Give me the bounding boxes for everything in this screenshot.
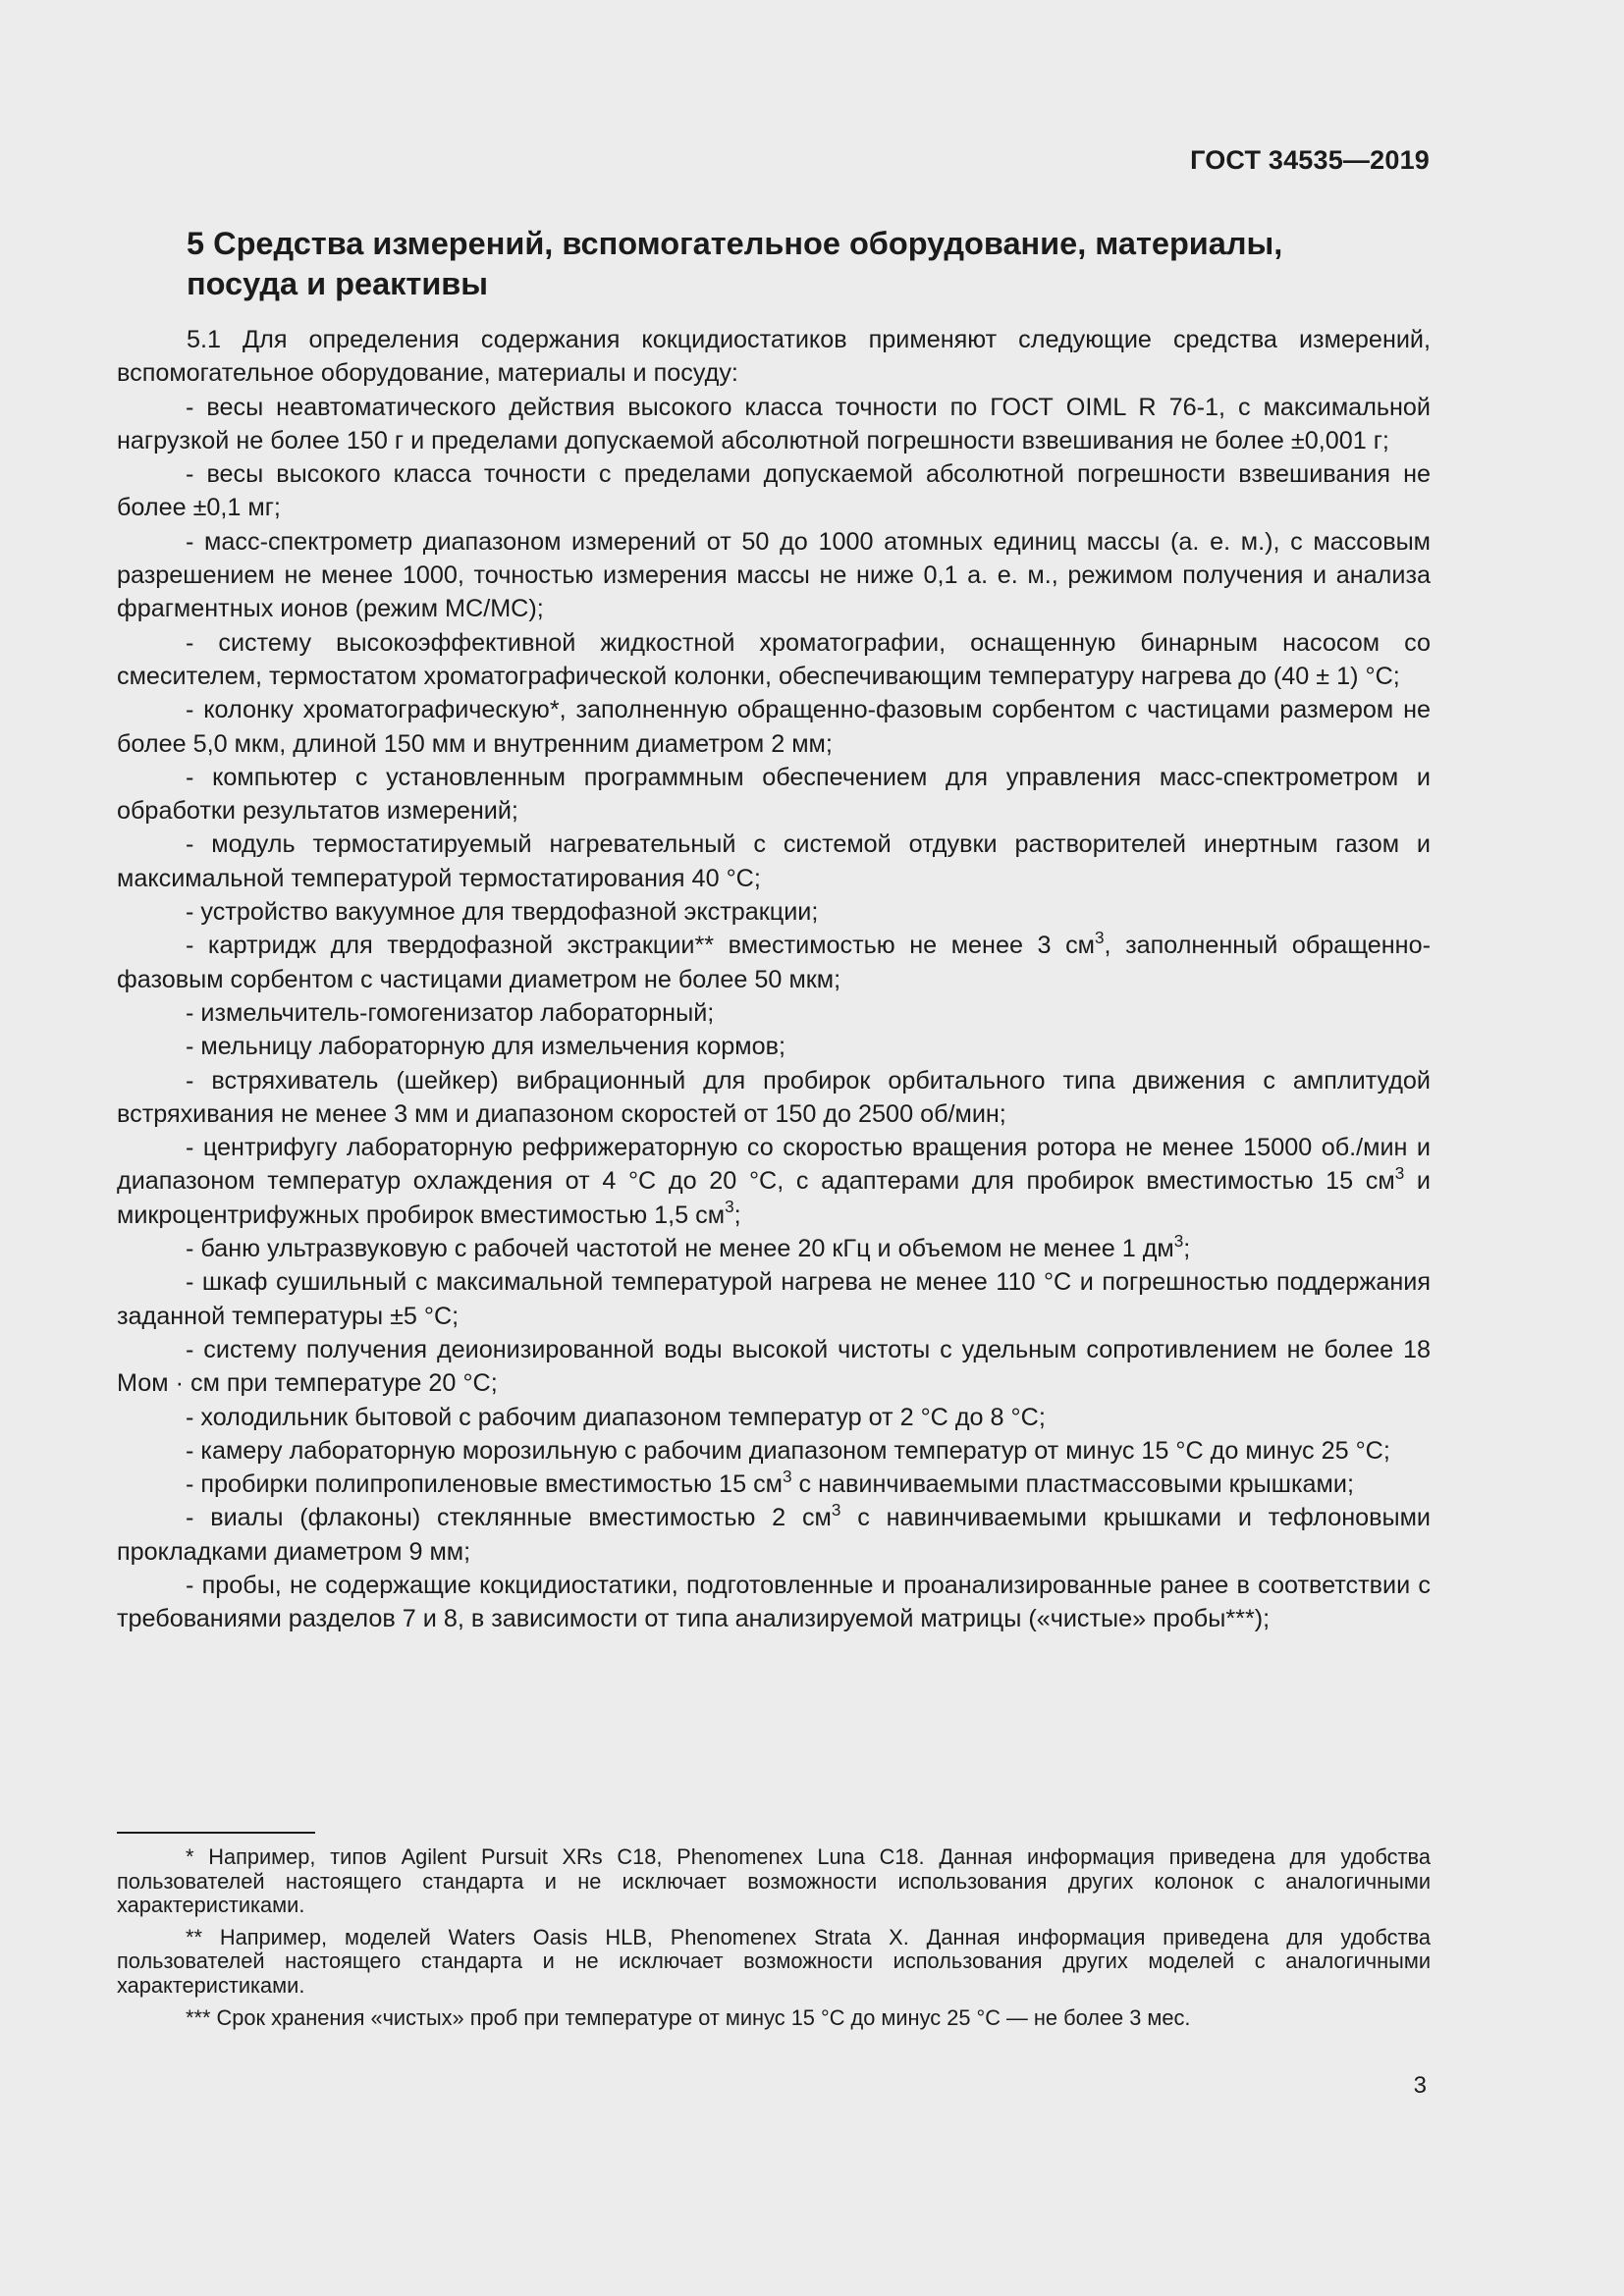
list-item: - весы неавтоматического действия высокого класса точности по ГОСТ OIML R 76-1, с максимальной нагрузкой не более 150 г и пределами допускаемой абсолютной погрешности взвешивания не более ±0,001 г;: [117, 393, 1431, 454]
body-text: [117, 323, 1431, 1636]
list-item: - пробирки полипропиленовые вместимостью 15 $см^3$ с навинчиваемыми пластмассовыми крышками;: [186, 1466, 1354, 1499]
superscript-3: 3: [782, 1466, 792, 1486]
footnote: * Например, типов Agilent Pursuit XRs C18, Phenomenex Luna C18. Данная информация приведена для удобства пользователей настоящего стандарта и не исключает возможности использования других колонок с аналогичными характеристиками.: [117, 1844, 1431, 1918]
section-heading: 5 Средства измерений, вспомогательное оборудование, материалы, посуда и реактивы: [187, 226, 1283, 301]
list-item: - камеру лабораторную морозильную с рабочим диапазоном температур от минус 15 °С до минус 25 °С;: [186, 1436, 1390, 1465]
list-item: - центрифугу лабораторную рефрижераторную со скоростью вращения ротора не менее 15000 об./мин и диапазоном температур охлаждения от 4 °С до 20 °С, с адаптерами для пробирок вместимостью 15 $см^3$ и микроцентрифужных пробирок вместимостью 1,5 $см^3$;: [117, 1134, 1431, 1229]
footnote: ** Например, моделей Waters Oasis HLB, Phenomenex Strata X. Данная информация приведена для удобства пользователей настоящего стандарта и не исключает возможности использования других моделей с аналогичными характеристиками.: [117, 1924, 1431, 1998]
list-item: - измельчитель-гомогенизатор лабораторный;: [186, 998, 715, 1027]
superscript-3: 3: [1394, 1163, 1405, 1184]
list-item: - баню ультразвуковую с рабочей частотой не менее 20 кГц и объемом не менее 1 $дм^3$;: [186, 1230, 1191, 1263]
list-item: - систему получения деионизированной воды высокой чистоты с удельным сопротивлением не более 18 Мом · см при температуре 20 °С;: [117, 1335, 1431, 1398]
list-item: - систему высокоэффективной жидкостной хроматографии, оснащенную бинарным насосом со смесителем, термостатом хроматографической колонки, обеспечивающим температуру нагрева до (40 ± 1) °С;: [117, 628, 1431, 690]
list-item: - модуль термостатируемый нагревательный с системой отдувки растворителей инертным газом и максимальной температурой термостатирования 40 °С;: [117, 830, 1431, 892]
footnote: *** Срок хранения «чистых» проб при температуре от минус 15 °С до минус 25 °С — не более 3 мес.: [186, 2004, 1191, 2030]
superscript-3: 3: [725, 1197, 734, 1217]
superscript-3: 3: [1173, 1230, 1184, 1251]
list-item: - холодильник бытовой с рабочим диапазоном температур от 2 °С до 8 °С;: [186, 1403, 1046, 1431]
list-item: - картридж для твердофазной экстракции** вместимостью не менее 3 $см^3$, заполненный обращенно-фазовым сорбентом с частицами диаметром не более 50 мкм;: [117, 928, 1431, 993]
list-item: - компьютер с установленным программным обеспечением для управления масс-спектрометром и обработки результатов измерений;: [117, 763, 1431, 826]
superscript-3: 3: [831, 1500, 841, 1521]
list-item: - встряхиватель (шейкер) вибрационный для пробирок орбитального типа движения с амплитудой встряхивания не менее 3 мм и диапазоном скоростей от 150 до 2500 об/мин;: [117, 1066, 1431, 1128]
list-item: - колонку хроматографическую*, заполненную обращенно-фазовым сорбентом с частицами размером не более 5,0 мкм, длиной 150 мм и внутренним диаметром 2 мм;: [117, 696, 1431, 758]
footnote-separator: [117, 1832, 315, 1834]
page-number: 3: [1413, 2072, 1427, 2099]
list-item: - масс-спектрометр диапазоном измерений от 50 до 1000 атомных единиц массы (а. е. м.), с массовым разрешением не менее 1000, точностью измерения массы не ниже 0,1 а. е. м., режимом получения и анализа фрагментных ионов (режим МС/МС);: [117, 527, 1431, 623]
paragraph-5-1: 5.1 Для определения содержания кокцидиостатиков применяют следующие средства измерений, вспомогательное оборудование, материалы и посуду:: [117, 326, 1431, 388]
list-item: - виалы (флаконы) стеклянные вместимостью 2 $см^3$ с навинчиваемыми крышками и тефлоновыми прокладками диаметром 9 мм;: [117, 1500, 1431, 1566]
list-item: - шкаф сушильный с максимальной температурой нагрева не менее 110 °С и погрешностью поддержания заданной температуры ±5 °С;: [117, 1268, 1431, 1330]
list-item: - мельницу лабораторную для измельчения кормов;: [186, 1033, 785, 1061]
footnotes: [117, 1845, 1431, 2038]
superscript-3: 3: [1094, 928, 1105, 948]
list-item: - пробы, не содержащие кокцидиостатики, подготовленные и проанализированные ранее в соответствии с требованиями разделов 7 и 8, в зависимости от типа анализируемой матрицы («чистые» пробы***);: [117, 1571, 1431, 1633]
document-code: ГОСТ 34535—2019: [1190, 145, 1430, 175]
list-item: - устройство вакуумное для твердофазной экстракции;: [186, 898, 819, 927]
list-item: - весы высокого класса точности с пределами допускаемой абсолютной погрешности взвешивания не более ±0,1 мг;: [117, 460, 1431, 522]
